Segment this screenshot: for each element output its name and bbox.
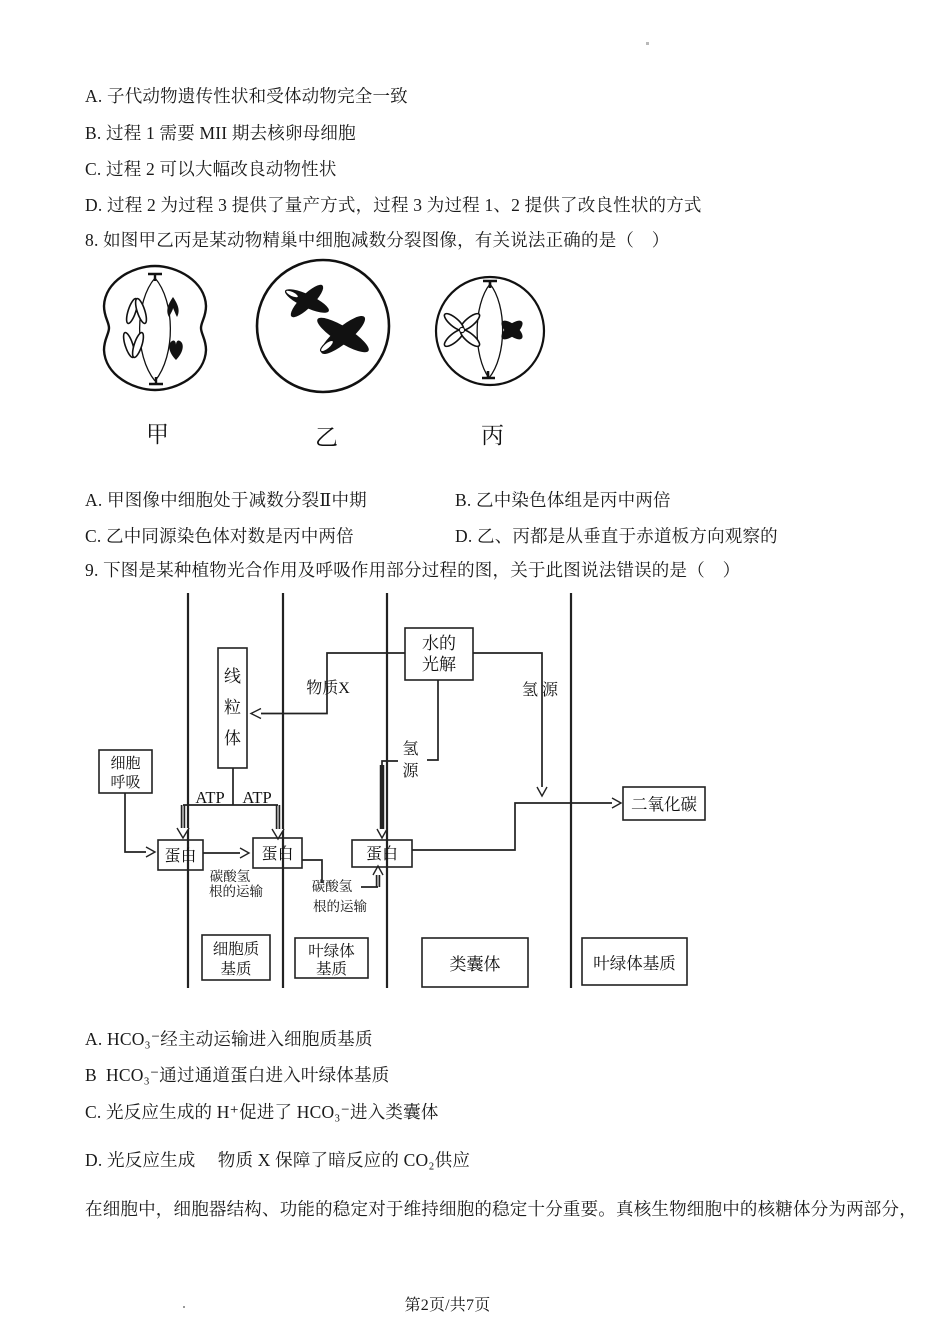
figure-label-bing: 丙 — [481, 423, 504, 448]
meiosis-figure — [85, 253, 585, 453]
cell-bing — [436, 277, 544, 385]
q8-option-d: D. 乙、丙都是从垂直于赤道板方向观察的 — [455, 526, 778, 546]
thylakoid-label: 类囊体 — [449, 955, 501, 974]
water-photolysis-label: 水的 — [422, 634, 456, 653]
q8-option-b: B. 乙中染色体组是丙中两倍 — [455, 490, 671, 510]
photosynthesis-diagram — [85, 590, 715, 990]
figure-label-jia: 甲 — [146, 422, 169, 447]
hydrogen-source-label: 氢源 — [521, 682, 563, 699]
svg-text:基质: 基质 — [220, 961, 252, 978]
figure-label-yi: 乙 — [315, 425, 338, 450]
hydrogen-source-stacked: 氢 — [402, 741, 419, 758]
q7-option-b: B. 过程 1 需要 MII 期去核卵母细胞 — [85, 123, 356, 143]
closing-paragraph: 在细胞中，细胞器结构、功能的稳定对于维持细胞的稳定十分重要。真核生物细胞中的核糖体分为两部分， — [85, 1199, 917, 1219]
protein-label: 蛋白 — [365, 846, 399, 863]
bivalent-cluster — [313, 311, 372, 359]
bicarbonate-label-1: 碳酸氢 — [209, 869, 251, 884]
chromosome-filled — [169, 340, 183, 360]
cell-respiration-label: 细胞 — [110, 756, 141, 772]
q7-option-c: C. 过程 2 可以大幅改良动物性状 — [85, 159, 337, 179]
co2-label: 二氧化碳 — [631, 795, 697, 814]
chloroplast-stroma-wide-label: 叶绿体基质 — [593, 954, 676, 973]
chloroplast-stroma-label: 叶绿体 — [308, 943, 355, 960]
stray-mark — [646, 42, 649, 45]
svg-text:源: 源 — [402, 763, 419, 780]
q9-option-a: A. HCO₃⁻经主动运输进入细胞质基质 — [85, 1029, 373, 1049]
protein-label: 蛋白 — [261, 846, 294, 863]
q7-option-a: A. 子代动物遗传性状和受体动物完全一致 — [85, 86, 408, 106]
atp-label: ATP — [195, 788, 225, 807]
svg-text:基质: 基质 — [315, 961, 348, 978]
chromosome-flower — [442, 311, 482, 349]
page-footer: 第2页/共7页 — [404, 1297, 491, 1314]
q8-option-c: C. 乙中同源染色体对数是丙中两倍 — [85, 526, 354, 546]
q8-option-a: A. 甲图像中细胞处于减数分裂Ⅱ中期 — [85, 490, 367, 510]
cell-yi — [257, 260, 389, 392]
svg-text:体: 体 — [224, 729, 241, 748]
bivalent-cluster — [283, 281, 332, 321]
chromosome-filled — [167, 297, 178, 317]
protein-label: 蛋白 — [164, 848, 197, 865]
svg-text:根的运输: 根的运输 — [209, 884, 263, 899]
q7-option-d: D. 过程 2 为过程 3 提供了量产方式，过程 3 为过程 1、2 提供了改良性状的方式 — [85, 195, 702, 215]
q9-option-b: B HCO₃⁻通过通道蛋白进入叶绿体基质 — [85, 1065, 390, 1085]
substance-x-label: 物质X — [306, 680, 350, 697]
q9-option-c: C. 光反应生成的 H⁺促进了 HCO₃⁻进入类囊体 — [85, 1102, 439, 1122]
q9-stem: 9. 下图是某种植物光合作用及呼吸作用部分过程的图，关于此图说法错误的是（ ） — [85, 560, 741, 580]
svg-text:光解: 光解 — [422, 655, 456, 674]
q8-stem: 8. 如图甲乙丙是某动物精巢中细胞减数分裂图像，有关说法正确的是（ ） — [85, 230, 670, 250]
atp-label: ATP — [242, 788, 272, 807]
cell-jia — [104, 266, 206, 390]
q9-option-d: D. 光反应生成 物质 X 保障了暗反应的 CO₂供应 — [85, 1150, 471, 1170]
cytosol-label: 细胞质 — [212, 941, 260, 958]
bicarbonate-label-2: 碳酸氢 — [311, 879, 353, 894]
stray-mark — [183, 1306, 185, 1308]
svg-text:呼吸: 呼吸 — [110, 775, 141, 791]
mitochondria-label: 线 — [224, 667, 241, 686]
svg-text:根的运输: 根的运输 — [313, 899, 367, 914]
svg-text:粒: 粒 — [224, 698, 241, 717]
